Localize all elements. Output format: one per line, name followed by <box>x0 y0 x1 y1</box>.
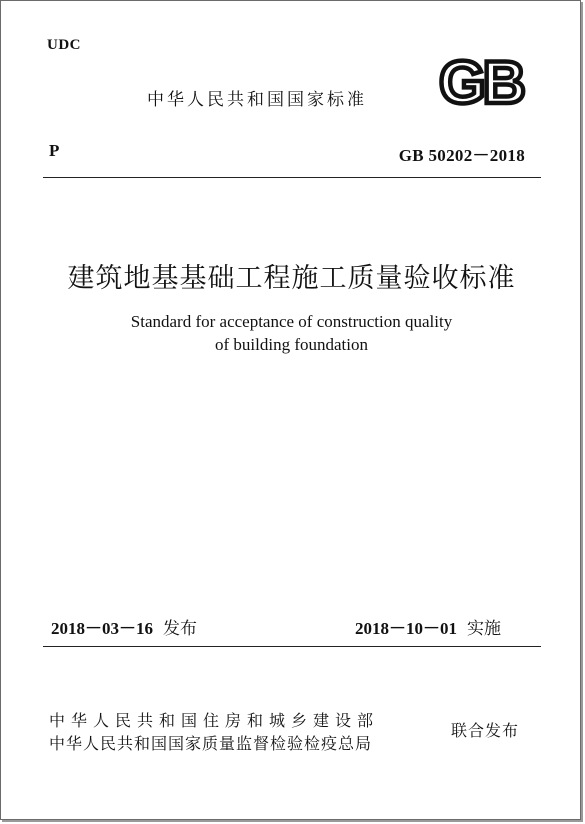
joint-issue-label: 联合发布 <box>451 721 520 740</box>
publish-label: 发布 <box>163 619 197 639</box>
standard-number: GB 50202－2018 <box>398 146 525 165</box>
title-chinese: 建筑地基基础工程施工质量验收标准 <box>67 263 516 294</box>
classification-code: P <box>49 141 60 160</box>
gb-logo <box>431 53 531 109</box>
header-divider <box>43 177 541 178</box>
implement-date-block <box>355 614 501 639</box>
footer-divider <box>43 646 541 647</box>
implement-label: 实施 <box>467 619 501 639</box>
title-english-line2: of building foundation <box>215 335 368 354</box>
publish-date-block <box>51 614 197 639</box>
title-english-line1: Standard for acceptance of construction quality <box>130 312 453 331</box>
udc-label: UDC <box>47 37 81 53</box>
issuer-aqsiq: 中华人民共和国国家质量监督检验检疫总局 <box>49 734 373 753</box>
gb-logo-text: GB <box>439 53 523 109</box>
standard-type: 中华人民共和国国家标准 <box>147 90 367 110</box>
publish-date: 2018－03－16 <box>51 619 153 638</box>
issuer-ministry: 中华人民共和国住房和城乡建设部 <box>49 711 380 730</box>
implement-date: 2018－10－01 <box>355 619 457 638</box>
